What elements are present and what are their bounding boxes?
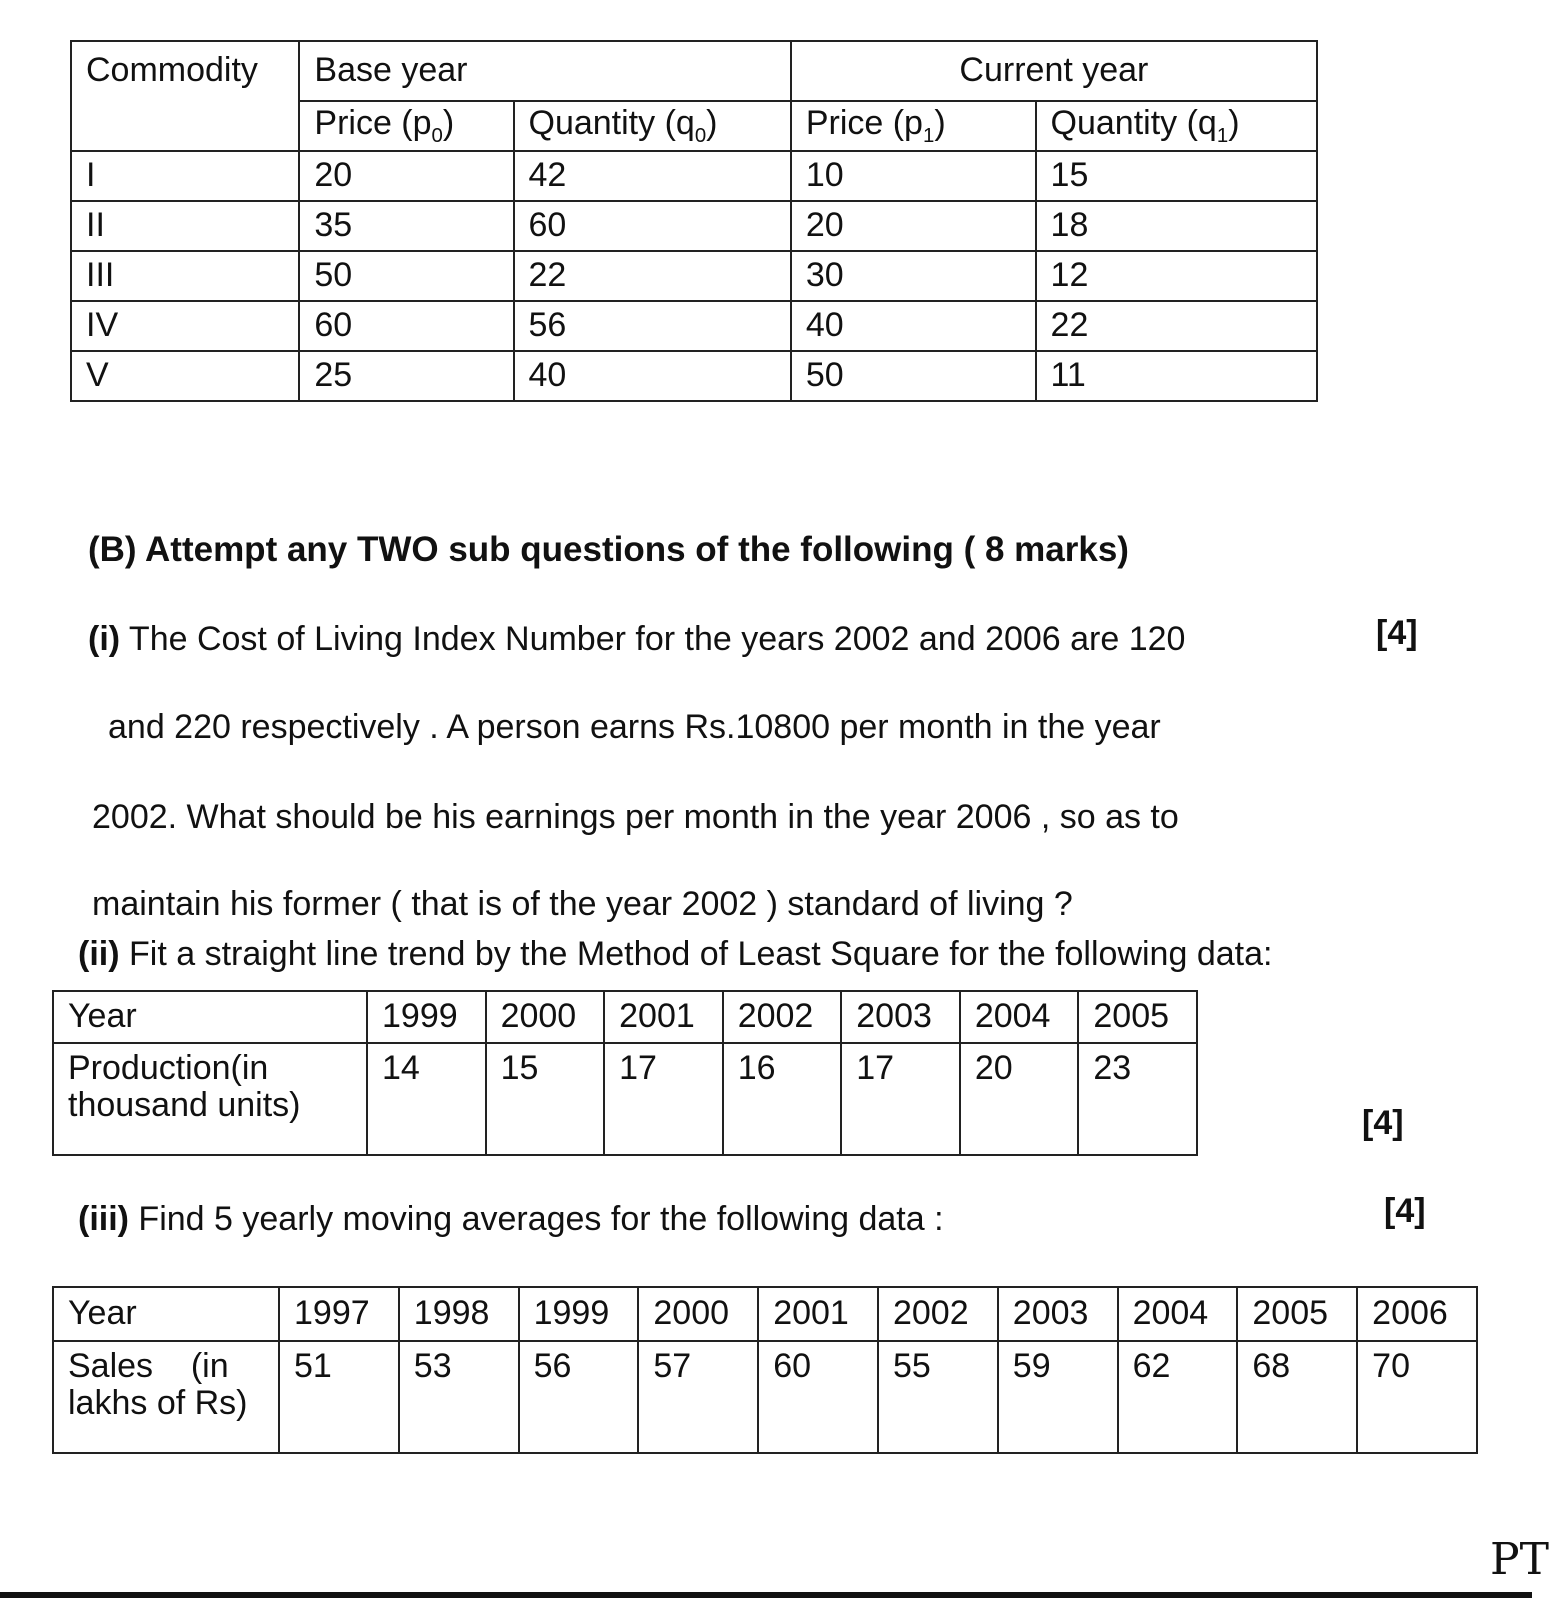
section-b-heading: (B) Attempt any TWO sub questions of the following ( 8 marks)	[88, 530, 1129, 569]
q1-cell: 12	[1036, 251, 1317, 301]
year-cell: 2004	[960, 991, 1079, 1043]
value-cell: 17	[841, 1043, 960, 1155]
question-2-marks: [4]	[1362, 1104, 1404, 1142]
table-row	[71, 301, 1317, 351]
question-2	[78, 935, 1272, 974]
pto-handwritten-note: PT	[1490, 1534, 1549, 1585]
year-cell: 2003	[841, 991, 960, 1043]
year-cell: 2006	[1357, 1287, 1477, 1341]
p0-cell: 35	[299, 201, 513, 251]
question-2-text: Fit a straight line trend by the Method of Least Square for the following data:	[119, 935, 1273, 973]
question-1-line2: and 220 respectively . A person earns Rs.10800 per month in the year	[108, 708, 1161, 746]
year-cell: 2005	[1237, 1287, 1357, 1341]
value-cell: 68	[1237, 1341, 1357, 1453]
sales-label: Sales (in lakhs of Rs)	[53, 1341, 279, 1453]
p0-cell: 60	[299, 301, 513, 351]
commodity-cell: I	[71, 151, 299, 201]
year-cell: 1999	[367, 991, 486, 1043]
value-cell: 51	[279, 1341, 399, 1453]
question-1-number: (i)	[88, 620, 121, 658]
question-2-number: (ii)	[78, 935, 120, 973]
page-bottom-edge	[0, 1592, 1532, 1598]
value-cell: 14	[367, 1043, 486, 1155]
question-3-marks: [4]	[1384, 1192, 1426, 1230]
table-row	[53, 1043, 1197, 1155]
p1-cell: 40	[791, 301, 1036, 351]
year-cell: 1998	[399, 1287, 519, 1341]
header-price-p0: Price $(p_0)$	[299, 101, 513, 151]
q0-cell: 40	[514, 351, 791, 401]
p0-cell: 50	[299, 251, 513, 301]
table-row	[53, 1287, 1477, 1341]
year-cell: 2005	[1078, 991, 1197, 1043]
commodity-cell: V	[71, 351, 299, 401]
year-cell: 2000	[638, 1287, 758, 1341]
p1-cell: 50	[791, 351, 1036, 401]
production-label: Production(in thousand units)	[53, 1043, 367, 1155]
question-1-line1: The Cost of Living Index Number for the years 2002 and 2006 are 120	[120, 620, 1186, 658]
year-cell: 2003	[998, 1287, 1118, 1341]
table-header-row	[71, 41, 1317, 101]
q0-cell: 22	[514, 251, 791, 301]
p0-cell: 20	[299, 151, 513, 201]
p1-cell: 20	[791, 201, 1036, 251]
value-cell: 70	[1357, 1341, 1477, 1453]
question-1-line4: maintain his former ( that is of the year 2002 ) standard of living ?	[92, 885, 1073, 923]
p0-cell: 25	[299, 351, 513, 401]
year-cell: 2000	[486, 991, 605, 1043]
production-table	[52, 990, 1198, 1156]
value-cell: 57	[638, 1341, 758, 1453]
year-cell: 2001	[604, 991, 723, 1043]
header-commodity: Commodity	[71, 41, 299, 151]
value-cell: 59	[998, 1341, 1118, 1453]
year-cell: 2001	[758, 1287, 878, 1341]
value-cell: 15	[486, 1043, 605, 1155]
value-cell: 23	[1078, 1043, 1197, 1155]
q1-cell: 15	[1036, 151, 1317, 201]
commodity-cell: IV	[71, 301, 299, 351]
q1-cell: 11	[1036, 351, 1317, 401]
header-quantity-q1: Quantity $(q_1)$	[1036, 101, 1317, 151]
table-row	[53, 991, 1197, 1043]
commodity-cell: III	[71, 251, 299, 301]
question-1-marks: [4]	[1376, 614, 1418, 652]
q1-cell: 22	[1036, 301, 1317, 351]
question-1	[88, 620, 1185, 659]
table-row	[71, 251, 1317, 301]
year-cell: 2002	[878, 1287, 998, 1341]
table-row	[71, 201, 1317, 251]
year-cell: 2004	[1118, 1287, 1238, 1341]
q0-cell: 42	[514, 151, 791, 201]
question-3-number: (iii)	[78, 1200, 129, 1238]
header-base-year: Base year	[299, 41, 790, 101]
year-cell: 1999	[519, 1287, 639, 1341]
commodity-cell: II	[71, 201, 299, 251]
table-row	[53, 1341, 1477, 1453]
header-current-year: Current year	[791, 41, 1317, 101]
value-cell: 17	[604, 1043, 723, 1155]
value-cell: 62	[1118, 1341, 1238, 1453]
p1-cell: 10	[791, 151, 1036, 201]
table-row	[71, 151, 1317, 201]
p1-cell: 30	[791, 251, 1036, 301]
value-cell: 20	[960, 1043, 1079, 1155]
value-cell: 55	[878, 1341, 998, 1453]
value-cell: 16	[723, 1043, 842, 1155]
value-cell: 53	[399, 1341, 519, 1453]
year-cell: 2002	[723, 991, 842, 1043]
year-cell: 1997	[279, 1287, 399, 1341]
q0-cell: 60	[514, 201, 791, 251]
year-label: Year	[53, 991, 367, 1043]
year-label: Year	[53, 1287, 279, 1341]
q0-cell: 56	[514, 301, 791, 351]
question-3-text: Find 5 yearly moving averages for the following data :	[128, 1200, 944, 1238]
header-price-p1: Price $(p_1)$	[791, 101, 1036, 151]
table-row	[71, 351, 1317, 401]
commodity-table	[70, 40, 1318, 402]
q1-cell: 18	[1036, 201, 1317, 251]
question-3	[78, 1200, 944, 1239]
sales-table	[52, 1286, 1478, 1454]
header-quantity-q0: Quantity $(q_0)$	[514, 101, 791, 151]
question-1-line3: 2002. What should be his earnings per month in the year 2006 , so as to	[92, 798, 1179, 836]
value-cell: 56	[519, 1341, 639, 1453]
value-cell: 60	[758, 1341, 878, 1453]
